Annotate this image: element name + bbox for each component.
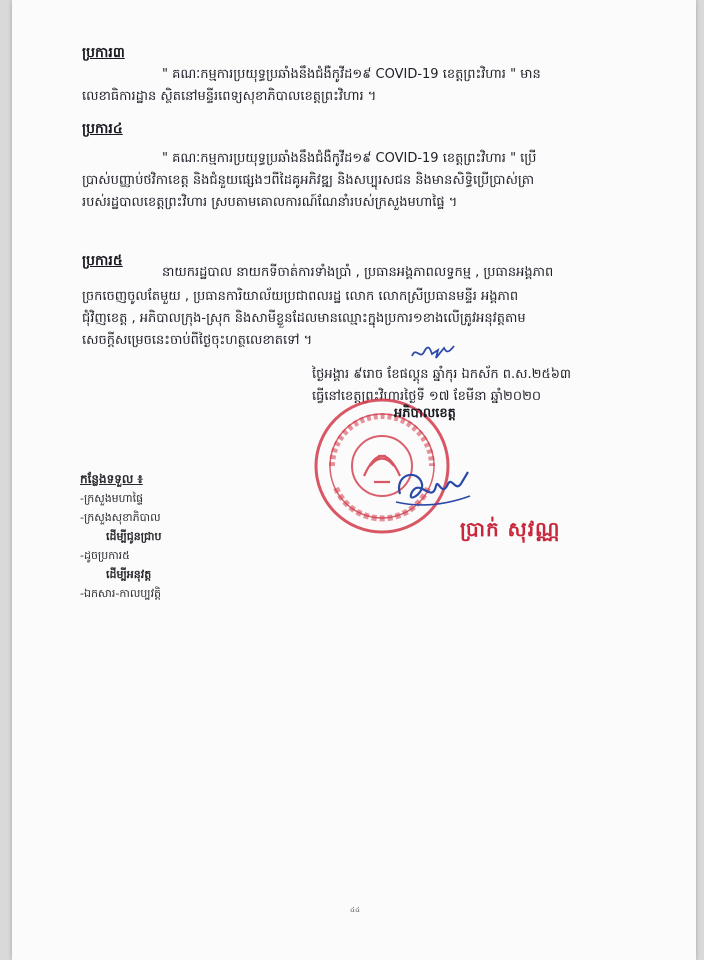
article-5-heading: ប្រការ៥	[82, 253, 123, 269]
recipient-item: -ដូចប្រការ៥	[80, 549, 130, 562]
solar-date: ធ្វើនៅខេត្តព្រះវិហារថ្ងៃទី ១៧ ខែមីនា ឆ្នាំ២០២០	[312, 389, 542, 404]
recipients-heading: កន្លែងទទួល ៖	[80, 472, 143, 486]
page-number: ៤៤	[350, 906, 360, 914]
governor-signature	[392, 464, 472, 514]
lunar-date: ថ្ងៃអង្គារ ៩រោច ខែផល្គុន ឆ្នាំកុរ ឯកស័ក ព.ស.២៥៦៣	[312, 367, 572, 382]
document-page	[12, 0, 696, 960]
article-4-heading: ប្រការ៤	[82, 121, 123, 137]
article-4-line-1: " គណៈកម្មការប្រយុទ្ធប្រឆាំងនឹងជំងឺកូវីដ១៩ COVID-19 ខេត្តព្រះវិហារ " ប្រើ	[162, 151, 537, 166]
article-3-heading: ប្រការ៣	[82, 45, 125, 61]
recipient-item: -ក្រសួងមហាផ្ទៃ	[80, 492, 144, 505]
initial-signature	[410, 342, 456, 364]
recipient-purpose: ដើម្បីជូនជ្រាប	[106, 530, 162, 543]
recipient-item: -ក្រសួងសុខាភិបាល	[80, 511, 161, 524]
recipient-item: -ឯកសារ-កាលប្បវត្តិ	[80, 587, 162, 600]
article-4-line-2: ប្រាស់បញ្ញាប់ថវិកាខេត្ត និងជំនួយផ្សេងៗពីដៃគូអភិវឌ្ឍ និងសប្បុរសជន និងមានសិទ្ធិប្រើប្រាស់ត្រា	[82, 173, 535, 188]
recipients-block	[80, 470, 161, 603]
article-5-line-2: ច្រកចេញចូលតែមួយ , ប្រធានការិយាល័យប្រជាពលរដ្ឋ លោក លោកស្រីប្រធានមន្ទីរ អង្គភាព	[82, 289, 519, 304]
recipient-purpose: ដើម្បីអនុវត្ត	[106, 568, 152, 581]
signatory-title: អភិបាលខេត្ត	[394, 406, 456, 421]
article-5	[82, 250, 123, 272]
article-5-line-1: នាយករដ្ឋបាល នាយកទីចាត់ការទាំងប្រាំ , ប្រធានអង្គភាពលទ្ធកម្ម , ប្រធានអង្គភាព	[162, 265, 554, 280]
article-3-line-2: លេខាធិការដ្ឋាន ស្ថិតនៅមន្ទីរពេទ្យសុខាភិបាលខេត្តព្រះវិហារ ។	[82, 89, 377, 104]
article-4	[82, 118, 123, 140]
article-5-line-3: ជុំវិញខេត្ត , អភិបាលក្រុង-ស្រុក និងសាមីខ្លួនដែលមានឈ្មោះក្នុងប្រការ១ខាងលើត្រូវអនុវត្តតាម	[82, 311, 526, 326]
article-5-line-4: សេចក្ដីសម្រេចនេះចាប់ពីថ្ងៃចុះហត្ថលេខាតទៅ ។	[82, 333, 313, 348]
signatory-name: ប្រាក់ សុវណ្ណ	[460, 517, 561, 541]
article-3	[82, 42, 125, 64]
article-3-line-1: " គណៈកម្មការប្រយុទ្ធប្រឆាំងនឹងជំងឺកូវីដ១៩ COVID-19 ខេត្តព្រះវិហារ " មាន	[162, 67, 541, 82]
article-4-line-3: របស់រដ្ឋបាលខេត្តព្រះវិហារ ស្របតាមគោលការណ៍ណែនាំរបស់ក្រសួងមហាផ្ទៃ ។	[82, 195, 458, 210]
